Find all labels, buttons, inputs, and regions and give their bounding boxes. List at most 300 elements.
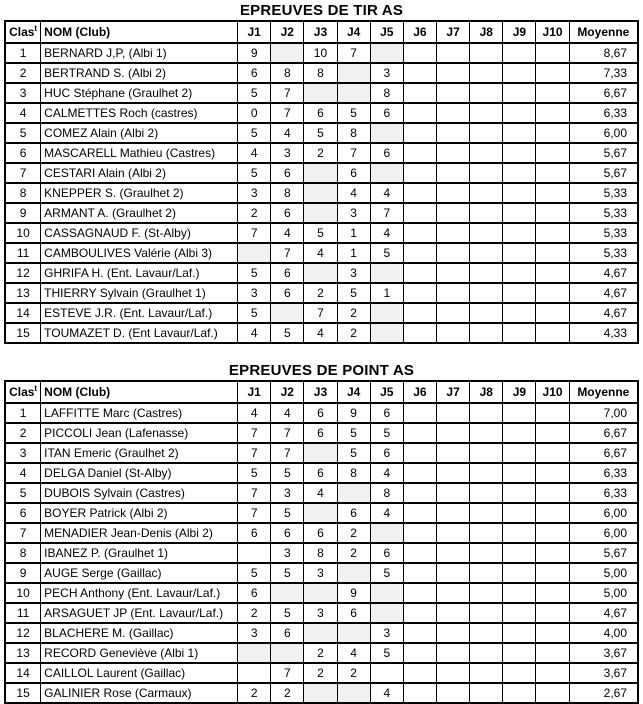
header-j3: J3 (304, 381, 337, 403)
table-row (5, 503, 638, 523)
score-cell-j9 (503, 43, 536, 63)
score-cell-j9 (503, 663, 536, 683)
score-cell-j7 (437, 503, 470, 523)
table-row (5, 463, 638, 483)
score-cell-j10 (536, 263, 569, 283)
score-cell-j9 (503, 283, 536, 303)
header-j9: J9 (503, 21, 536, 43)
moyenne-cell: 5,33 (569, 243, 638, 263)
table-row (5, 323, 638, 343)
rank-cell: 12 (5, 623, 41, 643)
rank-cell: 11 (5, 243, 41, 263)
score-cell-j4: 5 (337, 103, 370, 123)
header-moyenne: Moyenne (569, 21, 638, 43)
score-cell-j5: 4 (370, 503, 403, 523)
score-cell-j5: 4 (370, 463, 403, 483)
score-cell-j10 (536, 643, 569, 663)
moyenne-cell: 4,00 (569, 623, 638, 643)
score-cell-j5 (370, 663, 403, 683)
table-row (5, 223, 638, 243)
score-cell-j2: 7 (271, 663, 304, 683)
score-cell-j1: 6 (238, 63, 271, 83)
moyenne-cell: 5,33 (569, 183, 638, 203)
score-cell-j5: 1 (370, 283, 403, 303)
name-cell: CESTARI Alain (Albi 2) (41, 163, 238, 183)
score-cell-j7 (437, 583, 470, 603)
score-cell-j6 (403, 203, 436, 223)
header-nom: NOM (Club) (41, 21, 238, 43)
score-cell-j7 (437, 123, 470, 143)
clas-superscript: t (34, 384, 38, 393)
score-cell-j4: 5 (337, 423, 370, 443)
score-cell-j4: 9 (337, 403, 370, 423)
header-j10: J10 (536, 21, 569, 43)
score-cell-j10 (536, 663, 569, 683)
score-cell-j2: 7 (271, 103, 304, 123)
score-cell-j2 (271, 303, 304, 323)
score-cell-j4: 8 (337, 463, 370, 483)
table-row (5, 103, 638, 123)
score-cell-j5: 5 (370, 423, 403, 443)
moyenne-cell: 4,67 (569, 603, 638, 623)
score-cell-j8 (470, 643, 503, 663)
table-row (5, 483, 638, 503)
score-cell-j9 (503, 643, 536, 663)
score-cell-j8 (470, 543, 503, 563)
moyenne-cell: 5,67 (569, 143, 638, 163)
score-cell-j4: 9 (337, 583, 370, 603)
score-cell-j2: 6 (271, 263, 304, 283)
score-cell-j1: 3 (238, 183, 271, 203)
header-j2: J2 (271, 381, 304, 403)
score-cell-j3: 7 (304, 303, 337, 323)
score-cell-j2: 6 (271, 523, 304, 543)
score-cell-j9 (503, 143, 536, 163)
score-cell-j7 (437, 323, 470, 343)
table-row (5, 243, 638, 263)
name-cell: PECH Anthony (Ent. Lavaur/Laf.) (41, 583, 238, 603)
score-cell-j5: 6 (370, 443, 403, 463)
score-cell-j1: 6 (238, 583, 271, 603)
score-cell-j8 (470, 143, 503, 163)
score-cell-j10 (536, 303, 569, 323)
score-cell-j10 (536, 463, 569, 483)
score-cell-j3: 6 (304, 403, 337, 423)
score-cell-j5: 5 (370, 643, 403, 663)
table-row (5, 283, 638, 303)
score-cell-j7 (437, 463, 470, 483)
table-row (5, 443, 638, 463)
moyenne-cell: 6,00 (569, 503, 638, 523)
score-cell-j6 (403, 403, 436, 423)
score-cell-j1: 7 (238, 503, 271, 523)
score-cell-j9 (503, 423, 536, 443)
score-cell-j3: 10 (304, 43, 337, 63)
name-cell: DELGA Daniel (St-Alby) (41, 463, 238, 483)
header-j7: J7 (437, 21, 470, 43)
score-cell-j6 (403, 563, 436, 583)
score-cell-j9 (503, 223, 536, 243)
score-cell-j10 (536, 283, 569, 303)
rank-cell: 4 (5, 103, 41, 123)
name-cell: BERTRAND S. (Albi 2) (41, 63, 238, 83)
score-cell-j3 (304, 163, 337, 183)
score-cell-j6 (403, 463, 436, 483)
score-cell-j6 (403, 43, 436, 63)
score-cell-j8 (470, 123, 503, 143)
score-cell-j6 (403, 663, 436, 683)
score-cell-j6 (403, 503, 436, 523)
score-cell-j8 (470, 263, 503, 283)
score-cell-j7 (437, 403, 470, 423)
table-row (5, 303, 638, 323)
score-cell-j6 (403, 263, 436, 283)
score-cell-j6 (403, 543, 436, 563)
table-row (5, 423, 638, 443)
score-cell-j5: 7 (370, 203, 403, 223)
score-cell-j8 (470, 483, 503, 503)
score-cell-j2: 3 (271, 143, 304, 163)
score-cell-j3: 5 (304, 223, 337, 243)
score-cell-j3 (304, 183, 337, 203)
score-cell-j1: 7 (238, 223, 271, 243)
score-cell-j2 (271, 583, 304, 603)
score-cell-j4: 7 (337, 143, 370, 163)
score-cell-j10 (536, 603, 569, 623)
score-cell-j1 (238, 663, 271, 683)
moyenne-cell: 5,67 (569, 163, 638, 183)
rank-cell: 12 (5, 263, 41, 283)
name-cell: CALMETTES Roch (castres) (41, 103, 238, 123)
score-cell-j10 (536, 243, 569, 263)
score-cell-j5: 3 (370, 623, 403, 643)
score-cell-j10 (536, 523, 569, 543)
moyenne-cell: 7,33 (569, 63, 638, 83)
rank-cell: 5 (5, 123, 41, 143)
score-cell-j4: 4 (337, 183, 370, 203)
score-cell-j4: 2 (337, 543, 370, 563)
header-clas: Clas$^t$ (5, 21, 41, 43)
score-cell-j5 (370, 123, 403, 143)
score-cell-j3: 4 (304, 483, 337, 503)
score-cell-j8 (470, 303, 503, 323)
score-cell-j10 (536, 543, 569, 563)
score-cell-j7 (437, 143, 470, 163)
header-j8: J8 (470, 381, 503, 403)
score-cell-j2: 6 (271, 283, 304, 303)
moyenne-cell: 6,33 (569, 483, 638, 503)
score-cell-j6 (403, 603, 436, 623)
score-cell-j2: 8 (271, 183, 304, 203)
score-cell-j8 (470, 443, 503, 463)
score-cell-j7 (437, 563, 470, 583)
score-cell-j7 (437, 423, 470, 443)
score-cell-j6 (403, 423, 436, 443)
score-cell-j6 (403, 303, 436, 323)
name-cell: BERNARD J,P, (Albi 1) (41, 43, 238, 63)
moyenne-cell: 7,00 (569, 403, 638, 423)
rank-cell: 4 (5, 463, 41, 483)
header-row (5, 381, 638, 403)
rank-cell: 10 (5, 583, 41, 603)
score-cell-j10 (536, 143, 569, 163)
moyenne-cell: 3,67 (569, 643, 638, 663)
score-cell-j10 (536, 403, 569, 423)
score-cell-j6 (403, 223, 436, 243)
score-cell-j7 (437, 443, 470, 463)
score-cell-j8 (470, 523, 503, 543)
score-cell-j6 (403, 523, 436, 543)
rank-cell: 10 (5, 223, 41, 243)
score-cell-j6 (403, 163, 436, 183)
score-cell-j3: 6 (304, 523, 337, 543)
header-clas: Clas$^t$ (5, 381, 41, 403)
score-cell-j3: 4 (304, 323, 337, 343)
header-j6: J6 (403, 381, 436, 403)
score-cell-j4: 3 (337, 203, 370, 223)
score-cell-j9 (503, 103, 536, 123)
name-cell: AUGE Serge (Gaillac) (41, 563, 238, 583)
score-cell-j9 (503, 543, 536, 563)
score-cell-j3: 2 (304, 663, 337, 683)
score-cell-j4: 4 (337, 643, 370, 663)
score-cell-j4: 2 (337, 663, 370, 683)
table-row (5, 163, 638, 183)
score-cell-j6 (403, 683, 436, 703)
table-row (5, 403, 638, 423)
score-cell-j3 (304, 583, 337, 603)
score-cell-j10 (536, 163, 569, 183)
score-cell-j1: 5 (238, 163, 271, 183)
score-cell-j7 (437, 263, 470, 283)
score-cell-j9 (503, 83, 536, 103)
score-cell-j3: 4 (304, 243, 337, 263)
score-cell-j3: 6 (304, 103, 337, 123)
score-cell-j4: 2 (337, 523, 370, 543)
table-row (5, 643, 638, 663)
score-cell-j5: 8 (370, 483, 403, 503)
name-cell: DUBOIS Sylvain (Castres) (41, 483, 238, 503)
score-cell-j5 (370, 583, 403, 603)
name-cell: TOUMAZET D. (Ent Lavaur/Laf.) (41, 323, 238, 343)
name-cell: KNEPPER S. (Graulhet 2) (41, 183, 238, 203)
name-cell: ARMANT A. (Graulhet 2) (41, 203, 238, 223)
score-cell-j5: 8 (370, 83, 403, 103)
table-row (5, 683, 638, 703)
tir-results-section (4, 2, 643, 344)
score-cell-j7 (437, 63, 470, 83)
score-cell-j1: 2 (238, 603, 271, 623)
name-cell: GHRIFA H. (Ent. Lavaur/Laf.) (41, 263, 238, 283)
header-j4: J4 (337, 381, 370, 403)
score-cell-j3: 2 (304, 283, 337, 303)
score-cell-j7 (437, 223, 470, 243)
score-cell-j1: 0 (238, 103, 271, 123)
score-cell-j9 (503, 463, 536, 483)
score-cell-j1 (238, 243, 271, 263)
name-cell: MENADIER Jean-Denis (Albi 2) (41, 523, 238, 543)
table-row (5, 263, 638, 283)
table-row (5, 623, 638, 643)
score-cell-j9 (503, 683, 536, 703)
score-cell-j7 (437, 623, 470, 643)
table-row (5, 63, 638, 83)
name-cell: MASCARELL Mathieu (Castres) (41, 143, 238, 163)
name-cell: CASSAGNAUD F. (St-Alby) (41, 223, 238, 243)
rank-cell: 13 (5, 283, 41, 303)
score-cell-j9 (503, 263, 536, 283)
score-cell-j2: 7 (271, 83, 304, 103)
score-cell-j6 (403, 583, 436, 603)
rank-cell: 14 (5, 303, 41, 323)
moyenne-cell: 6,33 (569, 463, 638, 483)
score-cell-j2: 5 (271, 323, 304, 343)
score-cell-j3: 3 (304, 563, 337, 583)
header-moyenne: Moyenne (569, 381, 638, 403)
rank-cell: 5 (5, 483, 41, 503)
score-cell-j10 (536, 683, 569, 703)
name-cell: RECORD Geneviève (Albi 1) (41, 643, 238, 663)
score-cell-j9 (503, 503, 536, 523)
score-cell-j9 (503, 203, 536, 223)
table-row (5, 143, 638, 163)
table-row (5, 583, 638, 603)
score-cell-j10 (536, 623, 569, 643)
score-cell-j5: 3 (370, 63, 403, 83)
score-cell-j4 (337, 623, 370, 643)
score-cell-j7 (437, 103, 470, 123)
score-cell-j4: 1 (337, 243, 370, 263)
score-cell-j3: 3 (304, 603, 337, 623)
moyenne-cell: 5,00 (569, 583, 638, 603)
score-cell-j8 (470, 463, 503, 483)
score-cell-j1: 3 (238, 623, 271, 643)
name-cell: HUC Stéphane (Graulhet 2) (41, 83, 238, 103)
table-row (5, 663, 638, 683)
moyenne-cell: 5,67 (569, 543, 638, 563)
score-cell-j10 (536, 423, 569, 443)
name-cell: PICCOLI Jean (Lafenasse) (41, 423, 238, 443)
name-cell: CAMBOULIVES Valérie (Albi 3) (41, 243, 238, 263)
table-row (5, 43, 638, 63)
score-cell-j2: 6 (271, 623, 304, 643)
moyenne-cell: 3,67 (569, 663, 638, 683)
score-cell-j2 (271, 643, 304, 663)
score-cell-j1: 4 (238, 403, 271, 423)
score-cell-j10 (536, 83, 569, 103)
score-cell-j6 (403, 183, 436, 203)
header-j1: J1 (238, 21, 271, 43)
score-cell-j6 (403, 443, 436, 463)
name-cell: GALINIER Rose (Carmaux) (41, 683, 238, 703)
score-cell-j2: 7 (271, 243, 304, 263)
tir-results-table (4, 20, 639, 344)
name-cell: CAILLOL Laurent (Gaillac) (41, 663, 238, 683)
score-cell-j8 (470, 243, 503, 263)
name-cell: ARSAGUET JP (Ent. Lavaur/Laf.) (41, 603, 238, 623)
score-cell-j10 (536, 203, 569, 223)
score-cell-j6 (403, 103, 436, 123)
score-cell-j9 (503, 443, 536, 463)
rank-cell: 7 (5, 523, 41, 543)
score-cell-j5 (370, 523, 403, 543)
score-cell-j2 (271, 43, 304, 63)
score-cell-j5: 6 (370, 403, 403, 423)
rank-cell: 1 (5, 43, 41, 63)
score-cell-j3: 2 (304, 643, 337, 663)
score-cell-j6 (403, 283, 436, 303)
rank-cell: 6 (5, 143, 41, 163)
moyenne-cell: 8,67 (569, 43, 638, 63)
score-cell-j1 (238, 543, 271, 563)
score-cell-j10 (536, 43, 569, 63)
rank-cell: 2 (5, 423, 41, 443)
score-cell-j5: 6 (370, 143, 403, 163)
rank-cell: 3 (5, 83, 41, 103)
score-cell-j8 (470, 103, 503, 123)
score-cell-j4 (337, 483, 370, 503)
moyenne-cell: 4,67 (569, 303, 638, 323)
point-results-section (4, 362, 643, 704)
point-results-table (4, 380, 639, 704)
score-cell-j8 (470, 683, 503, 703)
score-cell-j1: 7 (238, 423, 271, 443)
rank-cell: 15 (5, 323, 41, 343)
score-cell-j3 (304, 503, 337, 523)
moyenne-cell: 4,67 (569, 263, 638, 283)
moyenne-cell: 6,00 (569, 523, 638, 543)
score-cell-j9 (503, 323, 536, 343)
rank-cell: 15 (5, 683, 41, 703)
score-cell-j7 (437, 603, 470, 623)
score-cell-j9 (503, 603, 536, 623)
clas-superscript: t (34, 24, 38, 33)
score-cell-j10 (536, 223, 569, 243)
score-cell-j9 (503, 243, 536, 263)
score-cell-j9 (503, 123, 536, 143)
header-j1: J1 (238, 381, 271, 403)
moyenne-cell: 6,33 (569, 103, 638, 123)
score-cell-j5: 4 (370, 683, 403, 703)
moyenne-cell: 5,00 (569, 563, 638, 583)
score-cell-j10 (536, 443, 569, 463)
score-cell-j1 (238, 643, 271, 663)
score-cell-j5: 6 (370, 543, 403, 563)
score-cell-j5 (370, 603, 403, 623)
score-cell-j6 (403, 63, 436, 83)
tir-table-title: EPREUVES DE TIR AS (239, 2, 404, 19)
header-j6: J6 (403, 21, 436, 43)
score-cell-j1: 2 (238, 203, 271, 223)
score-cell-j3: 8 (304, 63, 337, 83)
score-cell-j1: 5 (238, 83, 271, 103)
header-j5: J5 (370, 21, 403, 43)
score-cell-j2: 6 (271, 163, 304, 183)
score-cell-j2: 7 (271, 443, 304, 463)
score-cell-j9 (503, 623, 536, 643)
score-cell-j7 (437, 523, 470, 543)
header-j10: J10 (536, 381, 569, 403)
score-cell-j3: 6 (304, 463, 337, 483)
score-cell-j4 (337, 63, 370, 83)
table-row (5, 183, 638, 203)
header-j7: J7 (437, 381, 470, 403)
score-cell-j6 (403, 483, 436, 503)
score-cell-j7 (437, 283, 470, 303)
score-cell-j4 (337, 563, 370, 583)
score-cell-j4: 5 (337, 283, 370, 303)
name-cell: ITAN Emeric (Graulhet 2) (41, 443, 238, 463)
